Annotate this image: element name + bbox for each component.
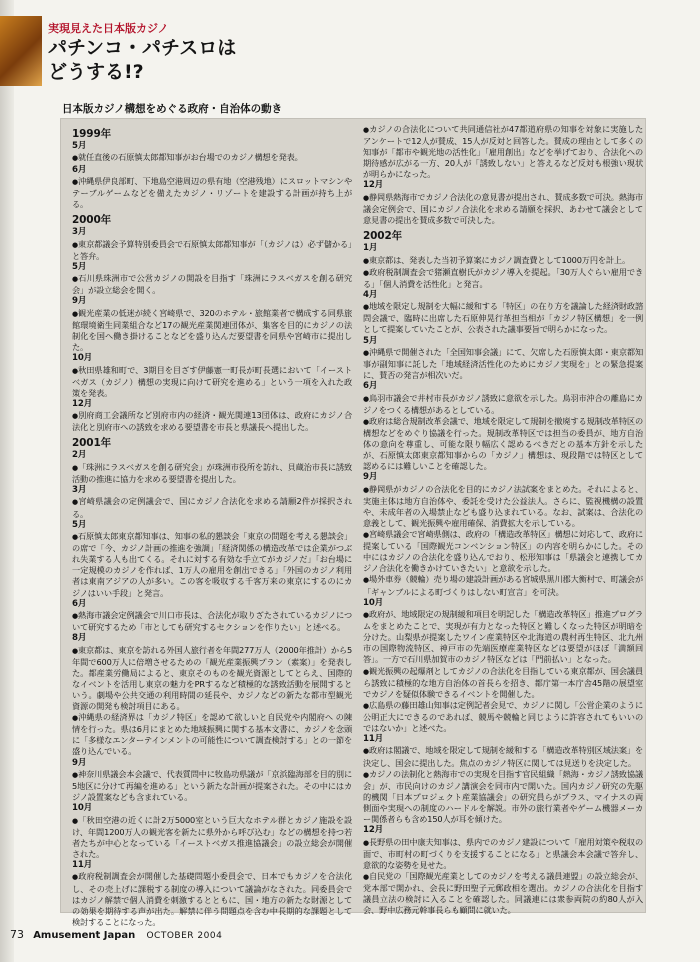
page-footer bbox=[10, 928, 222, 941]
timeline-entry: ● 政府は総合規制改革会議で、地域を限定して規制を撤廃する規制改革特区の構想などをめぐり協議を行った。規制改革特区では担当の委員が、地方自治体の意向を尊重し、可能な限り幅広く認めるべきだとの基本方針を示したが、石原慎太郎東京都知事からの「カジノ」構想は、現段階では特区として認めるには難しいことを確認した。 bbox=[363, 416, 643, 472]
timeline-entry: ● 東京都議会予算特別委員会で石原慎太郎都知事が「（カジノは）必ず儲かる」と答弁。 bbox=[72, 239, 352, 262]
month-heading: 10月 bbox=[72, 353, 93, 364]
timeline-entry: ● 観光振興の起爆剤としてカジノの合法化を目指している東京都が、国会議員ら誘致に積極的な地方自治体の首長らを招き、都庁第一本庁舎45階の展望室でカジノを疑似体験できるイベントを開催した。 bbox=[363, 666, 643, 700]
timeline-entry: ● 宮崎県議会の定例議会で、国にカジノ合法化を求める請願2件が採択される。 bbox=[72, 496, 352, 519]
timeline-entry: ● 沖縄県で開催された「全国知事会議」にて、欠席した石原慎太郎・東京都知事が副知事に託した「地域経済活性化のためにカジノ実現を」との緊急提案に、賛否の発言が相次いだ。 bbox=[363, 347, 643, 381]
timeline-entry: ● 鳥羽市議会で井村市長がカジノ誘致に意欲を示した。鳥羽市沖合の離島にカジノをつくる構想があるとしている。 bbox=[363, 393, 643, 416]
timeline-entry: ● 「秋田空港の近くに計2万5000室という巨大なホテル群とカジノ施設を設け、年間1200万人の観光客を新たに県外から呼び込む」などの構想を持つ若者たちが中心となっている「イーストベガス推進協議会」の設立総会が開催された。 bbox=[72, 815, 352, 860]
month-heading: 4月 bbox=[363, 289, 378, 300]
year-heading: 2001年 bbox=[72, 437, 111, 450]
timeline-entry: ● 東京都は、東京を訪れる外国人旅行者を年間277万人（2000年推計）から5年間で600万人に倍増させるための「観光産業振興プラン（素案）」を発表した。都産業労働局によると、東京そのものを観光資源としてとらえ、国際的なイベントを活用し東京の魅力をPRするなど積極的な誘致活動を展開するという。劇場や公共交通の利用時間の延長や、カジノなどの新たな都市型観光資源の開発も検討項目にある。 bbox=[72, 645, 352, 713]
timeline-entry: ● 石川県珠洲市で公営カジノの開設を目指す「珠洲にラスベガスを創る研究会」が設立総会を開く。 bbox=[72, 273, 352, 296]
month-heading: 11月 bbox=[72, 860, 93, 870]
year-heading: 2002年 bbox=[363, 230, 402, 243]
month-heading: 9月 bbox=[72, 757, 87, 768]
month-heading: 6月 bbox=[72, 164, 87, 175]
timeline-entry: ● 別府商工会議所など別府市内の経済・観光関連13団体は、政府にカジノ合法化と別府市への誘致を求める要望書を市長と県議長へ提出した。 bbox=[72, 410, 352, 433]
month-heading: 6月 bbox=[72, 598, 87, 609]
timeline-column-right bbox=[363, 124, 643, 916]
year-heading: 1999年 bbox=[72, 128, 111, 140]
year-heading: 2000年 bbox=[72, 214, 111, 227]
timeline-entry: ● 石原慎太郎東京都知事は、知事の私的懇談会「東京の問題を考える懇談会」の席で「今、カジノ計画の推進を強調」「経済関係の構造改革では企業がつぶれ失業する人も出てくる。それに対する有効な手立てがカジノだ」「お台場に一定規模のカジノを作れば、1万人の雇用を創出できる」「外国のカジノ利用者は東南アジアの人が多い。この客を吸収する千客万来の東京にするのにカジノはいい手段」と発言。 bbox=[72, 531, 352, 599]
header-kicker: 実現見えた日本版カジノ bbox=[48, 22, 169, 35]
header-photo bbox=[0, 16, 42, 86]
month-heading: 5月 bbox=[363, 335, 378, 346]
timeline-entry: ● 神奈川県議会本会議で、代表質問中に牧島功県議が「京浜臨海部を目的別に5地区に分けて再編を進める」という新たな計画が提案された。その中にはカジノ設置案なども含まれている。 bbox=[72, 769, 352, 803]
timeline-entry: ● 政府は閣議で、地域を限定して規制を緩和する「構造改革特別区域法案」を決定し、国会に提出した。焦点のカジノ特区に関しては見送りを決定した。 bbox=[363, 745, 643, 768]
timeline-entry: ● 政府税制調査会で猪瀬直樹氏がカジノ導入を提起。「30万人ぐらい雇用できる」「個人消費を活性化」と発言。 bbox=[363, 267, 643, 290]
month-heading: 9月 bbox=[72, 296, 87, 307]
timeline-entry: ● 沖縄県の経済界は「カジノ特区」を認めて欲しいと自民党や内閣府へ の陳情を行った。県は6月にまとめた地域振興に関する基本文書に、カジノを念頭に「多様なエンターテインメントの可能性について調査検討する」との一節を盛り込んでいる。 bbox=[72, 712, 352, 757]
magazine-name: Amusement Japan bbox=[33, 930, 136, 941]
timeline-entry: ● 政府税制調査会が開催した基礎問題小委員会で、日本でもカジノを合法化し、その売上げに課税する制度の導入について議論がなされた。同委員会ではカジノ解禁で個人消費を刺激するとともに、国・地方の新たな財源としての効果を期待する声が出た。解禁に伴う問題点を含む中長期的な課題として検討することになった。 bbox=[72, 871, 352, 927]
timeline-entry: ● 「珠洲にラスベガスを創る研究会」が珠洲市役所を訪れ、貝蔵治市長に誘致活動の推進に協力を求める要望書を提出した。 bbox=[72, 462, 352, 485]
timeline-entry: ● 東京都は、発表した当初予算案にカジノ調査費として1000万円を計上。 bbox=[363, 255, 643, 267]
month-heading: 1月 bbox=[363, 243, 378, 254]
timeline-entry: ● 自民党の「国際観光産業としてのカジノを考える議員連盟」の設立総会が、党本部で開かれ、会長に野田聖子元郵政相を選出。カジノの合法化を目指す議員立法の検討に入ることを確認した。同議連には衆参両院の約80人が入会、野中広務元幹事長らも顧問に就いた。 bbox=[363, 871, 643, 916]
month-heading: 6月 bbox=[363, 381, 378, 392]
timeline-entry: ● 場外車券（競輪）売り場の建設計画がある宮城県黒川郡大衡村で、町議会が「ギャンブルによる町づくりはしない町宣言」を可決。 bbox=[363, 574, 643, 597]
month-heading: 3月 bbox=[72, 227, 87, 238]
month-heading: 11月 bbox=[363, 734, 384, 745]
month-heading: 2月 bbox=[72, 450, 87, 461]
page-title-line1: パチンコ・パチスロは bbox=[48, 37, 237, 59]
timeline-entry: ● 熱海市議会定例議会で川口市長は、合法化が取りざたされているカジノについて研究するため「市としても研究するセクションを作りたい」と述べる。 bbox=[72, 610, 352, 633]
timeline-entry: ● 観光産業の低迷が続く宮崎県で、320のホテル・旅館業者で構成する同県旅館環境衛生同業組合など17の観光産業関連団体が、集客を目的にカジノの法制化を国へ働き掛けることなどを盛り込んだ要望書を同県や宮崎市に提出した。 bbox=[72, 308, 352, 353]
month-heading: 9月 bbox=[363, 472, 378, 483]
timeline-column-left bbox=[72, 124, 353, 927]
month-heading: 5月 bbox=[72, 519, 87, 530]
month-heading: 5月 bbox=[72, 141, 87, 151]
timeline-entry: ● 広島県の藤田雄山知事は定例記者会見で、カジノに関し「公営企業のように公明正大にできるのであれば、競馬や競輪と同じように許容されてもいいのではないか」と述べた。 bbox=[363, 700, 643, 734]
month-heading: 12月 bbox=[363, 180, 384, 191]
timeline-entry: ● 長野県の田中康夫知事は、県内でのカジノ建設について「雇用対策や税収の面で、市町村の町づくりを支援することになる」と県議会本会議で答弁し、意欲的な姿勢を見せた。 bbox=[363, 837, 643, 871]
page-title-line2: どうする!? bbox=[48, 61, 144, 83]
timeline-entry: ● カジノの合法化について共同通信社が47都道府県の知事を対象に実施したアンケートで12人が賛成、15人が反対と回答した。賛成の理由として多くの知事が「都市や観光地の活性化」「雇用創出」などを挙げており、合法化への期待感が広がる一方、20人が「誘致しない」と答えるなど反対も根強い現状が明らかになった。 bbox=[363, 124, 643, 180]
page-spine-shadow bbox=[0, 0, 14, 962]
timeline-entry: ● 地域を限定し規制を大幅に緩和する「特区」の在り方を議論した経済財政諮問会議で、臨時に出席した石原伸晃行革担当相が「カジノ特区構想」を一例として提案していたことが、公表された議事要旨で明らかになった。 bbox=[363, 301, 643, 335]
month-heading: 12月 bbox=[72, 398, 93, 409]
month-heading: 8月 bbox=[72, 633, 87, 644]
page-title bbox=[48, 36, 236, 84]
timeline-entry: ● カジノの法制化と熱海市での実現を目指す官民組織「熱海・カジノ誘致協議会」が、市民向けのカジノ講演会を同市内で開いた。国内カジノ研究の先駆的機関「日本プロジェクト産業協議会」の研究員らがプラス、マイナスの両側面や実現への制度のハードルを解説。市外の旅行業者やゲーム機器メーカー関係者らも含め150人が耳を傾けた。 bbox=[363, 769, 643, 825]
page-number: 73 bbox=[10, 928, 24, 941]
timeline-entry: ● 静岡県がカジノの合法化を目的にカジノ法試案をまとめた。それによると、実施主体は地方自治体や、委託を受けた公益法人。さらに、監視機構の設置や、未成年者の入場禁止なども盛り込まれている。なお、試案は、合法化の意義として、観光振興や雇用確保、消費拡大を示している。 bbox=[363, 484, 643, 529]
timeline-entry: ● 宮崎県議会で宮崎県側は、政府の「構造改革特区」構想に対応して、政府に提案している「国際観光コンベンション特区」の内容を明らかにした。その中にはカジノの合法化を盛り込んでおり、松形知事は「県議会と連携してカジノ合法化を働きかけていきたい」と意欲を示した。 bbox=[363, 529, 643, 574]
month-heading: 12月 bbox=[363, 825, 384, 836]
month-heading: 5月 bbox=[72, 261, 87, 272]
issue-date: OCTOBER 2004 bbox=[146, 931, 223, 941]
month-heading: 10月 bbox=[72, 803, 93, 814]
timeline-entry: ● 政府が、地域限定の規制緩和項目を明記した「構造改革特区」推進プログラムをまとめたことで、実現が有力となった特区と難しくなった特区が明暗を分けた。山梨県が提案したワイン産業特区や北海道の農村再生特区、北九州市の国際物流特区、神戸市の先端医療産業特区などは要望がほぼ「満額回答」。一方で石川県加賀市のカジノ特区などは「門前払い」となった。 bbox=[363, 609, 643, 665]
timeline-entry: ● 沖縄県伊良部町、下地島空港周辺の県有地（空港残地）にスロットマシンやテーブルゲームなどを備えたカジノ・リゾートを建設する計画が持ち上がる。 bbox=[72, 176, 352, 210]
timeline-entry: ● 秋田県雄和町で、3期目を目ざす伊藤憲一町長が町長選において「イーストベガス（カジノ）構想の実現に向けて研究を進める」という一項を入れた政策を発表。 bbox=[72, 365, 352, 399]
month-heading: 10月 bbox=[363, 597, 384, 608]
timeline-entry: ● 静岡県熱海市でカジノ合法化の意見書が提出され、賛成多数で可決。熱海市議会定例会で、国にカジノ合法化を求める請願を採択、あわせて議会として意見書の提出を賛成多数で可決した。 bbox=[363, 192, 643, 226]
section-subtitle: 日本版カジノ構想をめぐる政府・自治体の動き bbox=[62, 103, 283, 115]
month-heading: 3月 bbox=[72, 485, 87, 496]
timeline-entry: ● 就任直後の石原慎太郎都知事がお台場でのカジノ構想を発表。 bbox=[72, 152, 352, 164]
